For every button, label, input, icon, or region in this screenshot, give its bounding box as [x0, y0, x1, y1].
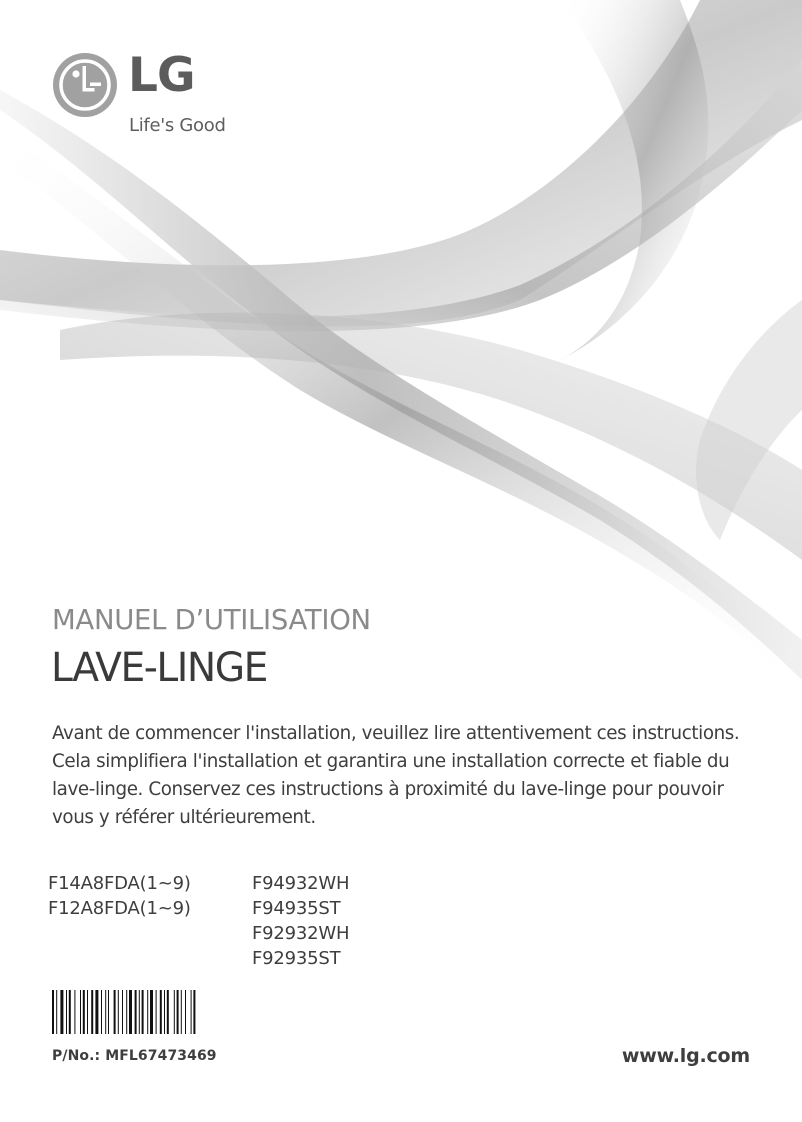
intro-line: vous y référer ultérieurement. — [52, 807, 316, 828]
brand-name: LG — [128, 48, 195, 103]
intro-line: Avant de commencer l'installation, veuillez lire attentivement ces instructions. — [52, 723, 740, 744]
barcode-bar — [69, 990, 71, 1034]
barcode-bar — [142, 990, 144, 1034]
barcode-bar — [105, 990, 106, 1034]
product-title: LAVE-LINGE — [51, 645, 267, 691]
lg-face-logo-icon — [52, 52, 118, 118]
model-number: F94932WH — [252, 873, 350, 894]
barcode-bar — [191, 990, 192, 1034]
barcode-bar — [122, 990, 123, 1034]
barcode-bar — [156, 990, 157, 1034]
brand-tagline: Life's Good — [129, 115, 226, 136]
model-number: F92935ST — [252, 948, 341, 969]
intro-line: Cela simplifiera l'installation et garantira une installation correcte et fiable du — [52, 751, 730, 772]
barcode-bar — [114, 990, 116, 1034]
barcode-bar — [167, 990, 169, 1034]
model-list-right — [252, 871, 349, 971]
lg-logo — [52, 48, 242, 142]
barcode-bar — [174, 990, 175, 1034]
barcode-bar — [87, 990, 88, 1034]
intro-line: lave-linge. Conservez ces instructions à proximité du lave-linge pour pouvoir — [52, 779, 724, 800]
barcode-bar — [129, 990, 132, 1034]
website-link[interactable]: www.lg.com — [621, 1045, 750, 1067]
barcode-bar — [160, 990, 162, 1034]
part-number: P/No.: MFL67473469 — [52, 1048, 217, 1064]
barcode-bar — [126, 990, 127, 1034]
barcode-bar — [177, 990, 179, 1034]
model-number: F14A8FDA(1~9) — [48, 873, 191, 894]
barcode-bar — [56, 990, 57, 1034]
barcode-icon — [52, 990, 242, 1034]
barcode-bar — [52, 990, 54, 1034]
manual-title: MANUEL D’UTILISATION — [52, 604, 371, 636]
model-list-left — [48, 871, 191, 921]
model-number: F92932WH — [252, 923, 350, 944]
model-number: F12A8FDA(1~9) — [48, 898, 191, 919]
barcode-bar — [80, 990, 81, 1034]
barcode-bar — [101, 990, 102, 1034]
barcode-bar — [74, 990, 75, 1034]
barcode-bar — [147, 990, 148, 1034]
intro-paragraph — [52, 720, 772, 832]
barcode-bar — [185, 990, 186, 1034]
barcode-bar — [95, 990, 98, 1034]
barcode-bar — [108, 990, 109, 1034]
barcode-bar — [60, 990, 63, 1034]
barcode-bar — [181, 990, 182, 1034]
barcode-bar — [118, 990, 119, 1034]
barcode-bar — [91, 990, 93, 1034]
barcode-bar — [135, 990, 137, 1034]
barcode-bar — [83, 990, 85, 1034]
barcode-bar — [193, 990, 195, 1034]
barcode-bar — [139, 990, 140, 1034]
barcode-bar — [164, 990, 165, 1034]
model-number: F94935ST — [252, 898, 341, 919]
barcode-bar — [150, 990, 153, 1034]
barcode-bar — [66, 990, 67, 1034]
